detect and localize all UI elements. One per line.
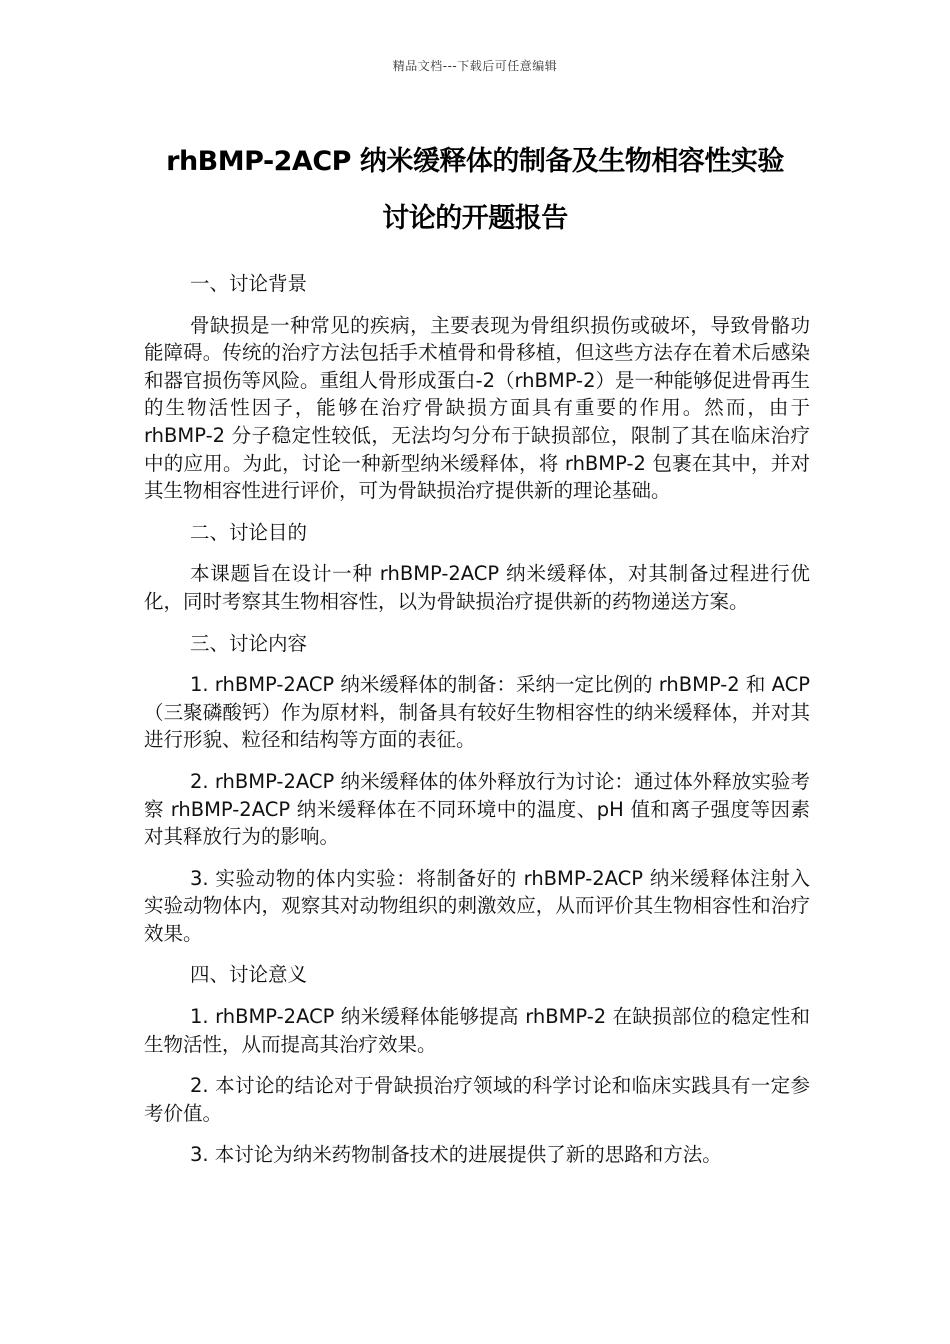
section-heading-significance: 四、讨论意义 <box>190 963 308 987</box>
document-body <box>144 270 810 1183</box>
paragraph-content-3: 3. 实验动物的体内实验：将制备好的 rhBMP-2ACP 纳米缓释体注射入实验动物体内，观察其对动物组织的刺激效应，从而评价其生物相容性和治疗效果。 <box>144 866 810 945</box>
header-note: 精品文档---下载后可任意编辑 <box>392 59 558 73</box>
section-heading-content: 三、讨论内容 <box>190 631 308 655</box>
section-heading-background: 一、讨论背景 <box>190 272 308 295</box>
document-title-line1: rhBMP-2ACP 纳米缓释体的制备及生物相容性实验 <box>166 146 784 177</box>
document-title-line2: 讨论的开题报告 <box>382 203 568 234</box>
paragraph-significance-1: 1. rhBMP-2ACP 纳米缓释体能够提高 rhBMP-2 在缺损部位的稳定性和生物活性，从而提高其治疗效果。 <box>144 1005 810 1056</box>
paragraph-content-2: 2. rhBMP-2ACP 纳米缓释体的体外释放行为讨论：通过体外释放实验考察 rhBMP-2ACP 纳米缓释体在不同环境中的温度、pH 值和离子强度等因素对其释放行为的影响。 <box>144 769 810 849</box>
paragraph-purpose: 本课题旨在设计一种 rhBMP-2ACP 纳米缓释体，对其制备过程进行优化，同时考察其生物相容性，以为骨缺损治疗提供新的药物递送方案。 <box>144 562 810 613</box>
section-heading-purpose: 二、讨论目的 <box>190 520 308 544</box>
paragraph-significance-3: 3. 本讨论为纳米药物制备技术的进展提供了新的思路和方法。 <box>190 1143 722 1167</box>
paragraph-background: 骨缺损是一种常见的疾病，主要表现为骨组织损伤或破坏，导致骨骼功能障碍。传统的治疗方法包括手术植骨和骨移植，但这些方法存在着术后感染和器官损伤等风险。重组人骨形成蛋白-2（rhBMP-2）是一种能够促进骨再生的生物活性因子，能够在治疗骨缺损方面具有重要的作用。然而，由于 rhBMP-2 分子稳定性较低，无法均匀分布于缺损部位，限制了其在临床治疗中的应用。为此，讨论一种新型纳米缓释体，将 rhBMP-2 包裹在其中，并对其生物相容性进行评价，可为骨缺损治疗提供新的理论基础。 <box>144 313 810 503</box>
paragraph-content-1: 1. rhBMP-2ACP 纳米缓释体的制备：采纳一定比例的 rhBMP-2 和 ACP（三聚磷酸钙）作为原材料，制备具有较好生物相容性的纳米缓释体，并对其进行形貌、粒径和结构等方面的表征。 <box>144 673 810 752</box>
paragraph-significance-2: 2. 本讨论的结论对于骨缺损治疗领域的科学讨论和临床实践具有一定参考价值。 <box>144 1074 810 1125</box>
